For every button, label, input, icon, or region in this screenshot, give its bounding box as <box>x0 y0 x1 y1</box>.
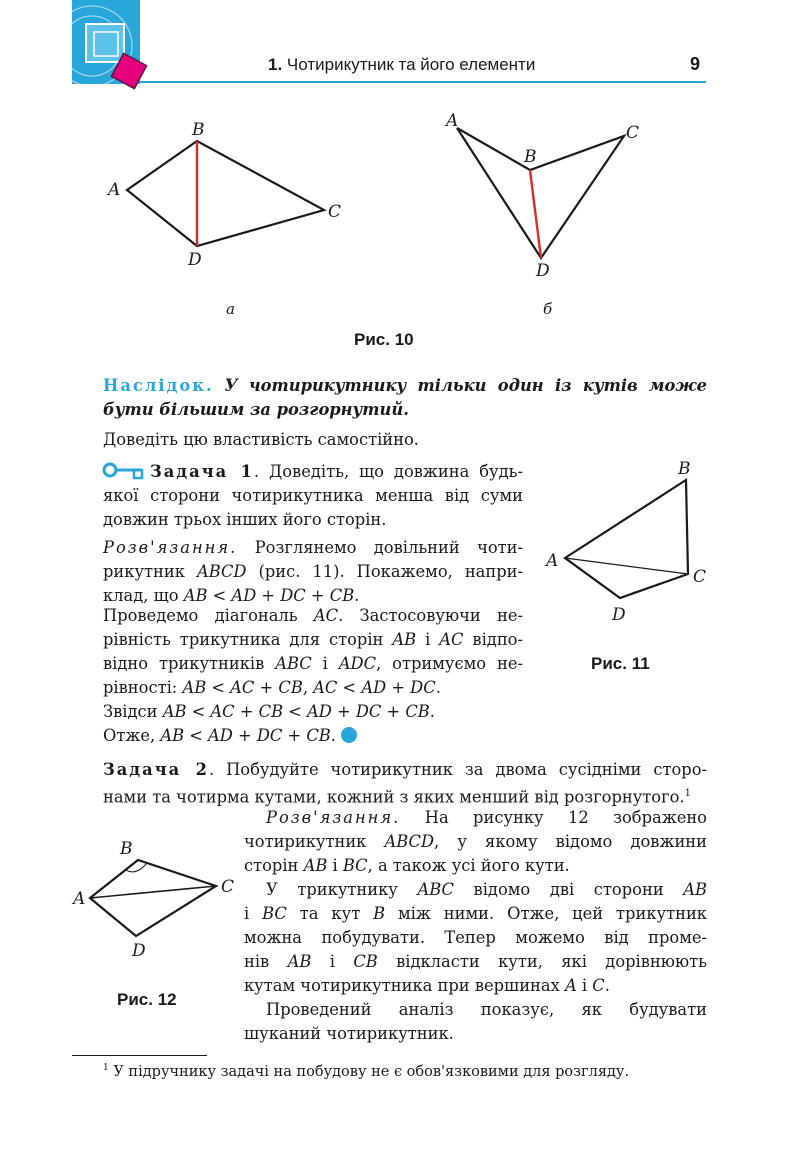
label-b: B <box>678 459 691 479</box>
header-rule <box>140 81 706 83</box>
task1-therefore: Звідси AB < AC + CB < AD + DC + CB. Отже, AB < AD + DC + CB. <box>103 702 435 745</box>
diagonal-ac <box>90 886 216 898</box>
label-c: C <box>693 567 707 587</box>
fig10-sub-a: а <box>226 300 235 318</box>
section-title: 1. Чотирикутник та його елементи <box>268 55 536 74</box>
label-b: B <box>192 120 205 140</box>
page-number: 9 <box>690 54 701 74</box>
footnote: $^1$ У підручнику задачі на побудову не є обов'язковими для розгляду. <box>103 1063 630 1080</box>
fig12-caption: Рис. 12 <box>117 990 177 1009</box>
label-a: A <box>73 889 86 909</box>
label-a: A <box>546 551 559 571</box>
figure-12 <box>70 836 250 966</box>
label-c: C <box>626 123 640 143</box>
end-of-proof-icon <box>341 727 357 743</box>
label-c: C <box>328 202 342 222</box>
figure-11 <box>540 458 720 633</box>
quadrilateral-abcd-nonconvex <box>457 128 624 258</box>
label-d: D <box>188 250 202 270</box>
task1-statement: Задача 1. Доведіть, що довжина будь- якої сторони чотирикутника менша від суми довжин трьох інших його сторін. <box>103 462 523 529</box>
corollary: Наслідок. У чотирикутнику тільки один із кутів може бути більшим за розгорнутий. <box>103 376 707 419</box>
quadrilateral-abcd <box>90 860 216 936</box>
fig10-sub-b: б <box>543 300 553 318</box>
label-a: A <box>446 111 459 131</box>
fig10-caption: Рис. 10 <box>354 330 414 349</box>
label-a: A <box>108 180 121 200</box>
task2-analysis: У трикутнику ABC відомо дві сторони AB і BC та кут B між ними. Отже, цей трикутник можна побудувати. Тепер можемо від проме- нів AB і CB відкласти кути, які дорівнюють кутам чотирикутника при вершинах A і C. <box>244 880 707 995</box>
logo-magenta-square-icon <box>110 52 150 92</box>
footnote-rule <box>72 1055 207 1056</box>
task2-solution: Розв'язання. На рисунку 12 зображено чотирикутник ABCD, у якому відомо довжини сторін AB і BC, а також усі його кути. <box>244 808 708 875</box>
quadrilateral-abcd-convex <box>127 141 324 246</box>
prove-instruction: Доведіть цю властивість самостійно. <box>103 430 419 449</box>
figure-10a <box>100 115 360 285</box>
label-d: D <box>612 605 626 625</box>
task2-conclusion: Проведений аналіз показує, як будувати шуканий чотирикутник. <box>244 1000 707 1043</box>
quadrilateral-abcd <box>565 480 688 598</box>
label-c: C <box>221 877 235 897</box>
task1-paragraph2: Проведемо діагональ AC. Застосовуючи не- рівність трикутника для сторін AB і AC відпо- відно трикутників ABC і ADC, отримуємо не- рівності: AB < AC + CB, AC < AD + DC. <box>103 606 523 697</box>
label-d: D <box>536 261 550 281</box>
task1-solution: Розв'язання. Розглянемо довільний чоти- рикутник ABCD (рис. 11). Покажемо, напри- клад, що AB < AD + DC + CB. <box>103 538 524 605</box>
corollary-title: Наслідок. <box>103 376 214 395</box>
fig11-caption: Рис. 11 <box>591 654 650 673</box>
label-d: D <box>132 941 146 961</box>
task2-statement: Задача 2. Побудуйте чотирикутник за двома сусідніми сторо- нами та чотирма кутами, кожний з яких менший від розгорнутого.$^1$ <box>103 760 707 807</box>
label-b: B <box>120 839 133 859</box>
label-b: B <box>524 147 537 167</box>
figure-10b <box>440 108 680 288</box>
